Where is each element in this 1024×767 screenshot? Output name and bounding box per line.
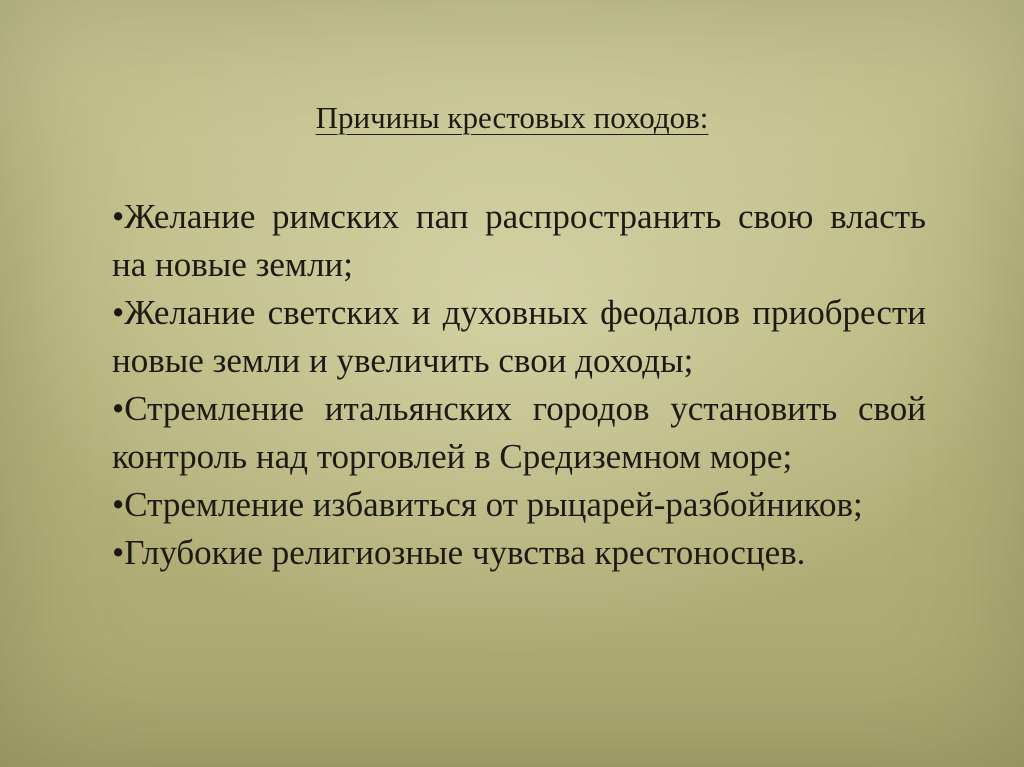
list-item: •Желание римских пап распространить свою власть на новые земли; bbox=[112, 197, 926, 284]
list-item: •Желание светских и духовных феодалов приобрести новые земли и увеличить свои доходы; bbox=[112, 293, 926, 380]
list-item: •Стремление избавиться от рыцарей-разбойников; bbox=[112, 485, 863, 524]
list-item: •Стремление итальянских городов установить свой контроль над торговлей в Средиземном море; bbox=[112, 389, 926, 476]
list-item: •Глубокие религиозные чувства крестоносцев. bbox=[112, 533, 806, 572]
slide-title: Причины крестовых походов: bbox=[315, 100, 709, 135]
reasons-list bbox=[112, 193, 926, 577]
